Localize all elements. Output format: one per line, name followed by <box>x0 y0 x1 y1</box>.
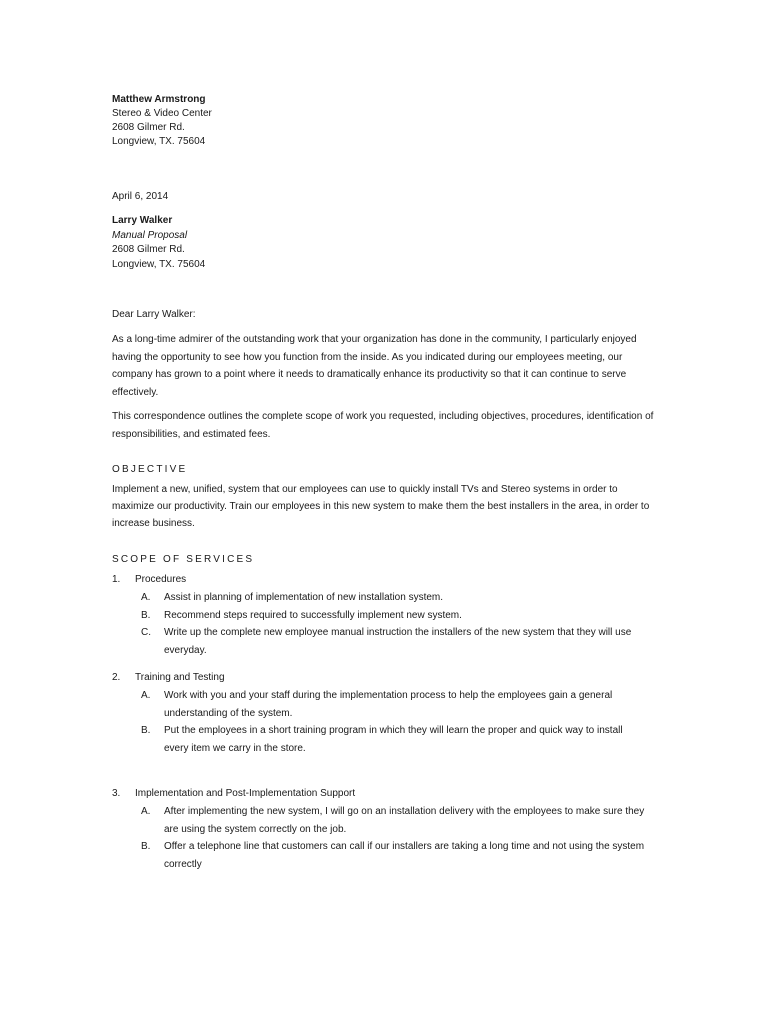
section-title-row <box>112 573 657 589</box>
section-number: 2. <box>112 672 121 683</box>
item-letter: A. <box>141 806 151 817</box>
item-text: Write up the complete new employee manual instruction the installers of the new system that they will use everyday. <box>164 627 632 656</box>
section-title-row <box>112 671 657 687</box>
scope-section-training <box>112 671 657 757</box>
recipient-street: 2608 Gilmer Rd. <box>112 244 185 255</box>
list-item <box>141 687 646 722</box>
list-item <box>141 803 646 838</box>
scope-heading: SCOPE OF SERVICES <box>112 554 255 565</box>
sender-city: Longview, TX. 75604 <box>112 136 206 147</box>
item-text: Recommend steps required to successfully implement new system. <box>164 609 462 621</box>
recipient-block <box>112 214 205 272</box>
section-number: 1. <box>112 574 121 585</box>
recipient-name: Larry Walker <box>112 215 173 226</box>
recipient-title: Manual Proposal <box>112 229 188 241</box>
item-letter: A. <box>141 690 151 701</box>
sender-street: 2608 Gilmer Rd. <box>112 122 185 133</box>
salutation: Dear Larry Walker: <box>112 309 196 320</box>
scope-section-procedures <box>112 573 657 659</box>
list-item <box>141 838 646 873</box>
recipient-city: Longview, TX. 75604 <box>112 258 206 270</box>
letter-date: April 6, 2014 <box>112 191 169 202</box>
section-title-row <box>112 787 657 803</box>
objective-heading: OBJECTIVE <box>112 464 188 475</box>
item-letter: B. <box>141 609 151 621</box>
item-text: After implementing the new system, I will go on an installation delivery with the employees to make sure they are using the system correctly on the job. <box>164 806 645 835</box>
item-text: Offer a telephone line that customers can call if our installers are taking a long time and not using the system correctly <box>164 841 645 870</box>
intro-paragraph: As a long-time admirer of the outstanding work that your organization has done in the community, I particularly enjoyed having the opportunity to see how you function from the inside. As you indicated during our employees meeting, our company has grown to a point where it needs to dramatically enhance its productivity so that it can continue to serve effectively. <box>112 334 637 398</box>
scope-section-implementation <box>112 787 657 873</box>
item-letter: B. <box>141 725 151 736</box>
item-text: Put the employees in a short training program in which they will learn the proper and quick way to install every item we carry in the store. <box>164 725 623 754</box>
list-item <box>141 607 646 625</box>
sender-block <box>112 93 212 149</box>
item-text: Assist in planning of implementation of new installation system. <box>164 592 444 603</box>
list-item <box>141 589 646 607</box>
list-item <box>141 722 646 757</box>
item-letter: B. <box>141 841 151 852</box>
section-title: Training and Testing <box>135 672 225 683</box>
objective-text: Implement a new, unified, system that our employees can use to quickly install TVs and Stereo systems in order to maximize our productivity. Train our employees in this new system to make them the best installers in the area, in order to increase business. <box>112 484 650 529</box>
section-title: Procedures <box>135 574 187 585</box>
item-letter: A. <box>141 592 151 603</box>
item-text: Work with you and your staff during the implementation process to help the employees gain a general understanding of the system. <box>164 690 613 719</box>
scope-summary-paragraph: This correspondence outlines the complete scope of work you requested, including objectives, procedures, identification of responsibilities, and estimated fees. <box>112 411 654 440</box>
item-letter: C. <box>141 627 151 638</box>
sender-name: Matthew Armstrong <box>112 94 206 105</box>
section-number: 3. <box>112 788 121 799</box>
sender-company: Stereo & Video Center <box>112 108 212 119</box>
list-item <box>141 624 646 659</box>
section-title: Implementation and Post-Implementation Support <box>135 788 356 799</box>
